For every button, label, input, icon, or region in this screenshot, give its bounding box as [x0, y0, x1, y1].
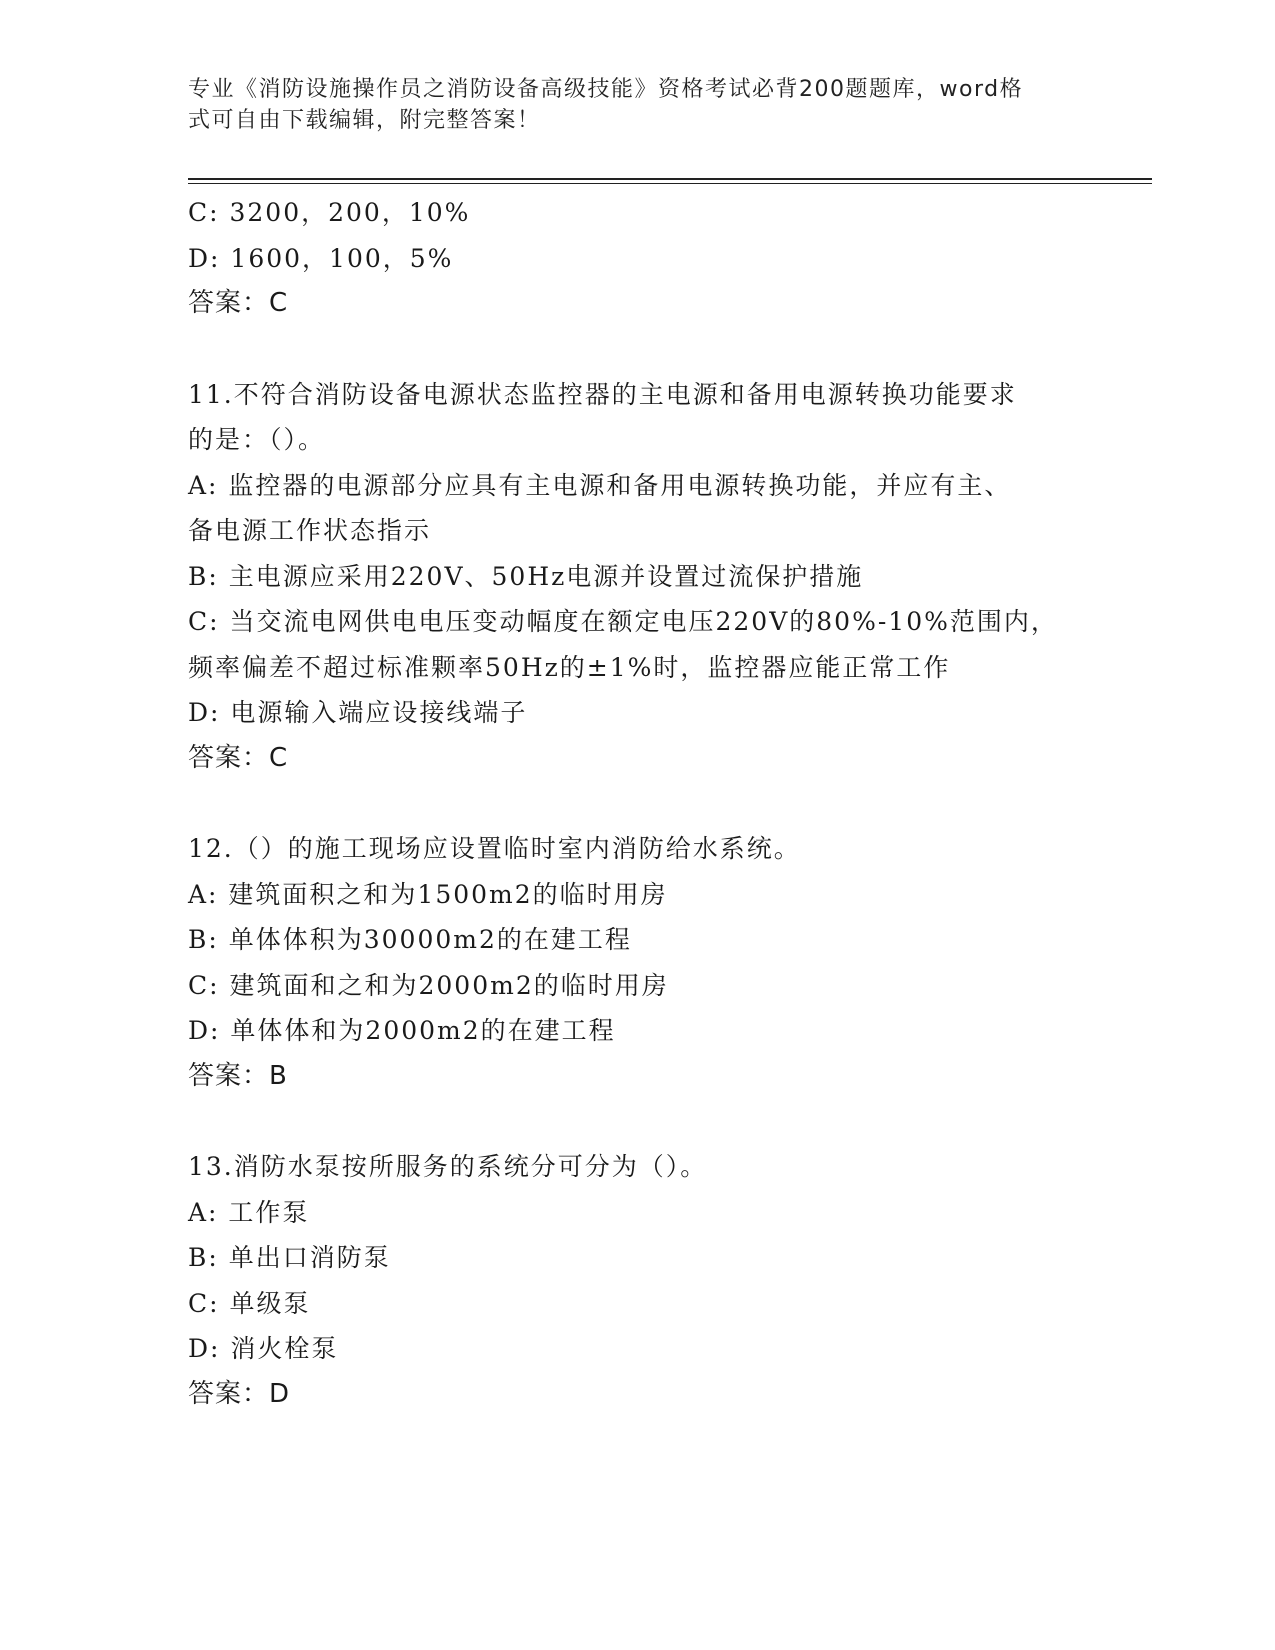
option-d: D: 1600，100，5%: [188, 243, 454, 273]
option-b: B: 单体体积为30000m2的在建工程: [188, 925, 632, 954]
option-c: C: 单级泵: [188, 1288, 311, 1318]
question-stem: 12.（）的施工现场应设置临时室内消防给水系统。: [188, 834, 801, 863]
option-d: D: 电源输入端应设接线端子: [188, 698, 528, 727]
option-a: A: 监控器的电源部分应具有主电源和备用电源转换功能，并应有主、: [188, 470, 1012, 500]
option-d: D: 单体体和为2000m2的在建工程: [188, 1016, 616, 1045]
answer: 答案：D: [188, 1378, 291, 1409]
question-13: [188, 1144, 1088, 1417]
header-line-2: 式可自由下载编辑，附完整答案！: [188, 108, 541, 133]
option-b: B: 主电源应采用220V、50Hz电源并设置过流保护措施: [188, 561, 864, 591]
option-b: B: 单出口消防泵: [188, 1243, 391, 1272]
question-12: [188, 826, 1088, 1099]
option-c: C: 当交流电网供电电压变动幅度在额定电压220V的80%-10%范围内，: [188, 607, 1058, 636]
answer: 答案：B: [188, 1060, 288, 1091]
option-c: C: 建筑面和之和为2000m2的临时用房: [188, 970, 669, 1000]
question-11: [188, 372, 1088, 782]
option-a: A: 工作泵: [188, 1197, 310, 1227]
question-list: [188, 190, 1088, 1417]
answer: 答案：C: [188, 288, 289, 318]
header-rule-thin: [188, 183, 1152, 184]
header-rule: [188, 178, 1152, 180]
option-c: C: 3200，200，10%: [188, 198, 471, 227]
option-a-cont: 备电源工作状态指示: [188, 516, 432, 545]
option-c-cont: 频率偏差不超过标准颗率50Hz的±1%时，监控器应能正常工作: [188, 652, 951, 682]
question-10-tail: [188, 190, 1088, 327]
page-header: [188, 74, 1068, 136]
question-stem: 13.消防水泵按所服务的系统分可分为（）。: [188, 1152, 708, 1181]
header-line-1: 专业《消防设施操作员之消防设备高级技能》资格考试必背200题题库，word格: [188, 77, 1024, 102]
option-d: D: 消火栓泵: [188, 1334, 339, 1363]
option-a: A: 建筑面积之和为1500m2的临时用房: [188, 879, 668, 909]
answer: 答案：C: [188, 742, 289, 773]
question-stem-cont: 的是：（）。: [188, 425, 326, 454]
question-stem: 11.不符合消防设备电源状态监控器的主电源和备用电源转换功能要求: [188, 379, 1017, 409]
